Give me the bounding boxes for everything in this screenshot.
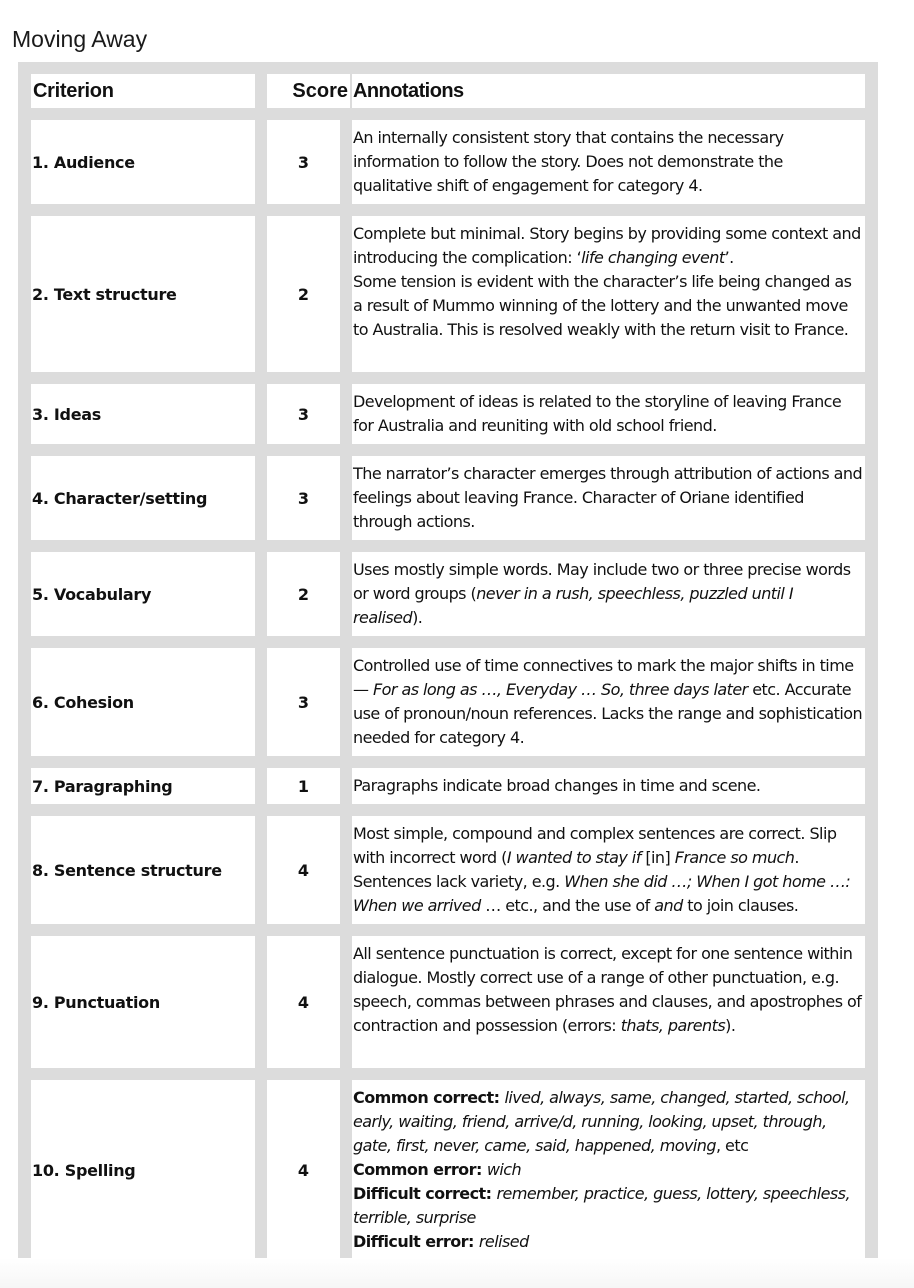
annotation-text: For as long as …, Everyday … So, three days later [373, 680, 748, 699]
score-cell: 3 [267, 456, 340, 540]
annotation-line [353, 1086, 863, 1158]
annotation-label: Common correct: [353, 1088, 505, 1107]
table-row [31, 1080, 866, 1260]
annotation-text: to join clauses. [682, 896, 799, 915]
table-header-row [31, 74, 866, 108]
annotation-text: ). [412, 608, 423, 627]
annotation-text: , etc [715, 1136, 749, 1155]
annotation-text: I wanted to stay if [506, 848, 646, 867]
annotation-text: When she did …; When I got home …: When we arrived [353, 872, 851, 915]
annotation-cell [352, 216, 865, 372]
annotation-text: wich [486, 1160, 522, 1179]
annotation-text: Complete but minimal. Story begins by providing some context and introducing the complication: ‘ [353, 224, 861, 267]
annotation-text: Some tension is evident with the character’s life being changed as a result of Mummo winning of the lottery and the unwanted move to Australia. This is resolved weakly with the return visit to France. [353, 272, 852, 339]
table-row [31, 768, 866, 804]
score-cell: 3 [267, 120, 340, 204]
criterion-cell: 10. Spelling [31, 1080, 255, 1260]
annotation-text: . Sentences lack variety, e.g. [353, 848, 799, 891]
page-title: Moving Away [12, 26, 148, 52]
criterion-cell: 1. Audience [31, 120, 255, 204]
header-score: Score [267, 74, 350, 108]
criterion-cell: 4. Character/setting [31, 456, 255, 540]
annotation-line [353, 774, 863, 798]
score-cell: 4 [267, 936, 340, 1068]
table-body [31, 120, 866, 1260]
annotation-text: … etc., and the use of [480, 896, 655, 915]
annotation-cell [352, 816, 865, 924]
table-row [31, 216, 866, 372]
annotation-line [353, 558, 863, 630]
annotation-text: ’. [724, 248, 734, 267]
annotation-label: Difficult error: [353, 1232, 479, 1251]
score-cell: 4 [267, 816, 340, 924]
annotation-text: All sentence punctuation is correct, except for one sentence within dialogue. Mostly correct use of a range of other punctuation, e.g. speech, commas between phrases and clauses, and apostrophes of contraction and possession (errors: [353, 944, 862, 1035]
annotation-line [353, 126, 863, 198]
table-row [31, 816, 866, 924]
table-row [31, 648, 866, 756]
score-cell: 3 [267, 384, 340, 444]
annotation-cell [352, 384, 865, 444]
header-annotations: Annotations [352, 74, 865, 108]
annotation-text: thats, parents [620, 1016, 726, 1035]
annotation-text: never in a rush, speechless, puzzled until I realised [353, 584, 794, 627]
annotation-text: France so much [670, 848, 795, 867]
criterion-cell: 3. Ideas [31, 384, 255, 444]
annotation-cell [352, 120, 865, 204]
annotation-cell [352, 768, 865, 804]
page-bottom-shade [0, 1258, 914, 1288]
annotation-text: Paragraphs indicate broad changes in time and scene. [353, 776, 761, 795]
table-row [31, 552, 866, 636]
annotation-text: life changing event [581, 248, 725, 267]
table-row [31, 456, 866, 540]
annotation-text: remember, practice, guess, lottery, speechless, terrible, surprise [353, 1184, 851, 1227]
score-cell: 2 [267, 216, 340, 372]
table-row [31, 936, 866, 1068]
annotation-text: etc. Accurate use of pronoun/noun references. Lacks the range and sophistication needed for category 4. [353, 680, 863, 747]
annotation-label: Difficult correct: [353, 1184, 497, 1203]
table-row [31, 120, 866, 204]
annotation-line [353, 1158, 863, 1182]
annotation-text: An internally consistent story that contains the necessary information to follow the story. Does not demonstrate the qualitative shift of engagement for category 4. [353, 128, 784, 195]
annotation-line [353, 822, 863, 918]
annotation-cell [352, 456, 865, 540]
criterion-cell: 6. Cohesion [31, 648, 255, 756]
score-cell: 4 [267, 1080, 340, 1260]
annotation-text: Most simple, compound and complex sentences are correct. Slip with incorrect word ( [353, 824, 837, 867]
score-cell: 1 [267, 768, 340, 804]
annotation-text: Development of ideas is related to the storyline of leaving France for Australia and reuniting with old school friend. [353, 392, 842, 435]
criterion-cell: 5. Vocabulary [31, 552, 255, 636]
header-criterion: Criterion [31, 74, 255, 108]
annotation-line [353, 222, 863, 270]
annotation-text: The narrator’s character emerges through attribution of actions and feelings about leaving France. Character of Oriane identified through actions. [353, 464, 863, 531]
annotation-line [353, 1230, 863, 1254]
annotation-line [353, 1182, 863, 1230]
criterion-cell: 2. Text structure [31, 216, 255, 372]
annotation-cell [352, 936, 865, 1068]
rubric-table [18, 62, 878, 1272]
criterion-cell: 9. Punctuation [31, 936, 255, 1068]
annotation-text: Uses mostly simple words. May include two or three precise words or word groups ( [353, 560, 851, 603]
annotation-label: Common error: [353, 1160, 487, 1179]
annotation-line [353, 942, 863, 1038]
annotation-text: relised [478, 1232, 529, 1251]
annotation-line [353, 270, 863, 342]
annotation-cell [352, 552, 865, 636]
criterion-cell: 7. Paragraphing [31, 768, 255, 804]
annotation-line [353, 390, 863, 438]
score-cell: 3 [267, 648, 340, 756]
annotation-line [353, 654, 863, 750]
annotation-cell [352, 648, 865, 756]
annotation-text: [in] [645, 848, 671, 867]
score-cell: 2 [267, 552, 340, 636]
annotation-text: Controlled use of time connectives to mark the major shifts in time — [353, 656, 854, 699]
annotation-text: lived, always, same, changed, started, school, early, waiting, friend, arrive/d, running, looking, upset, through, gate, first, never, came, said, happened, moving [353, 1088, 850, 1155]
criterion-cell: 8. Sentence structure [31, 816, 255, 924]
table-row [31, 384, 866, 444]
annotation-text: and [654, 896, 683, 915]
annotation-cell [352, 1080, 865, 1260]
annotation-text: ). [725, 1016, 736, 1035]
annotation-line [353, 462, 863, 534]
